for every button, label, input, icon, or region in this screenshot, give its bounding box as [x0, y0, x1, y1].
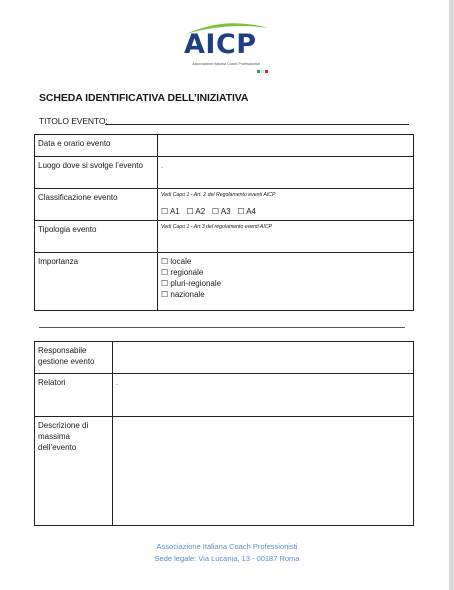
- table-row: [35, 221, 414, 253]
- table-row: [35, 157, 414, 189]
- row-label: Tipologia evento: [35, 221, 158, 253]
- logo-text: AICP: [184, 29, 257, 60]
- logo-subtitle: Associazione Italiana Coach Professionisti: [192, 62, 260, 66]
- descrizione-field[interactable]: [113, 417, 414, 526]
- footer-org-name: Associazione Italiana Coach Professionisti: [156, 542, 298, 551]
- checkbox-nazionale[interactable]: ☐ nazionale: [161, 290, 205, 299]
- tipologia-field[interactable]: [158, 221, 414, 253]
- classificazione-options: [161, 206, 410, 217]
- row-label: Relatori: [35, 374, 113, 417]
- table-row: [35, 253, 414, 311]
- page-edge: [449, 0, 454, 590]
- row-label: Luogo dove si svolge l’evento: [35, 157, 158, 189]
- footer-address: Sede legale: Via Lucania, 13 - 00187 Roma: [154, 554, 300, 563]
- checkbox-pluri-regionale[interactable]: ☐ pluri-regionale: [161, 279, 222, 288]
- data-orario-field[interactable]: [158, 135, 414, 157]
- footer: [0, 541, 454, 565]
- event-details-table: [34, 341, 414, 526]
- checkbox-a4[interactable]: ☐ A4: [237, 207, 257, 216]
- event-info-table: [34, 134, 414, 311]
- table-row: [35, 135, 414, 157]
- tipologia-note: Vedi Capo 1 - Art.3 del regolamento eventi AICP: [161, 224, 273, 230]
- checkbox-locale[interactable]: ☐ locale: [161, 257, 192, 266]
- classificazione-field: [158, 189, 414, 221]
- row-label: Importanza: [35, 253, 158, 311]
- checkbox-a3[interactable]: ☐ A3: [211, 207, 231, 216]
- table-row: [35, 342, 414, 374]
- relatori-field[interactable]: .: [113, 374, 414, 417]
- table-row: [35, 417, 414, 526]
- checkbox-regionale[interactable]: ☐ regionale: [161, 268, 204, 277]
- titolo-evento-field[interactable]: [105, 124, 409, 125]
- luogo-field[interactable]: .: [158, 157, 414, 189]
- importanza-field: [158, 253, 414, 311]
- table-row: [35, 189, 414, 221]
- responsabile-field[interactable]: [113, 342, 414, 374]
- titolo-evento-label: TITOLO EVENTO:: [39, 116, 108, 126]
- section-divider: [39, 327, 405, 328]
- table-row: [35, 374, 414, 417]
- classificazione-note: Vedi Capo 1 - Art. 2 del Regolamento eventi AICP: [161, 192, 276, 198]
- checkbox-a2[interactable]: ☐ A2: [186, 207, 206, 216]
- document-title: SCHEDA IDENTIFICATIVA DELL’INIZIATIVA: [39, 92, 249, 104]
- aicp-logo: [178, 22, 274, 68]
- row-label: Descrizione di massima dell’evento: [35, 417, 113, 526]
- row-label: Classificazione evento: [35, 189, 158, 221]
- row-label: Data e orario evento: [35, 135, 158, 157]
- checkbox-a1[interactable]: ☐ A1: [161, 207, 180, 216]
- row-label: Responsabile gestione evento: [35, 342, 113, 374]
